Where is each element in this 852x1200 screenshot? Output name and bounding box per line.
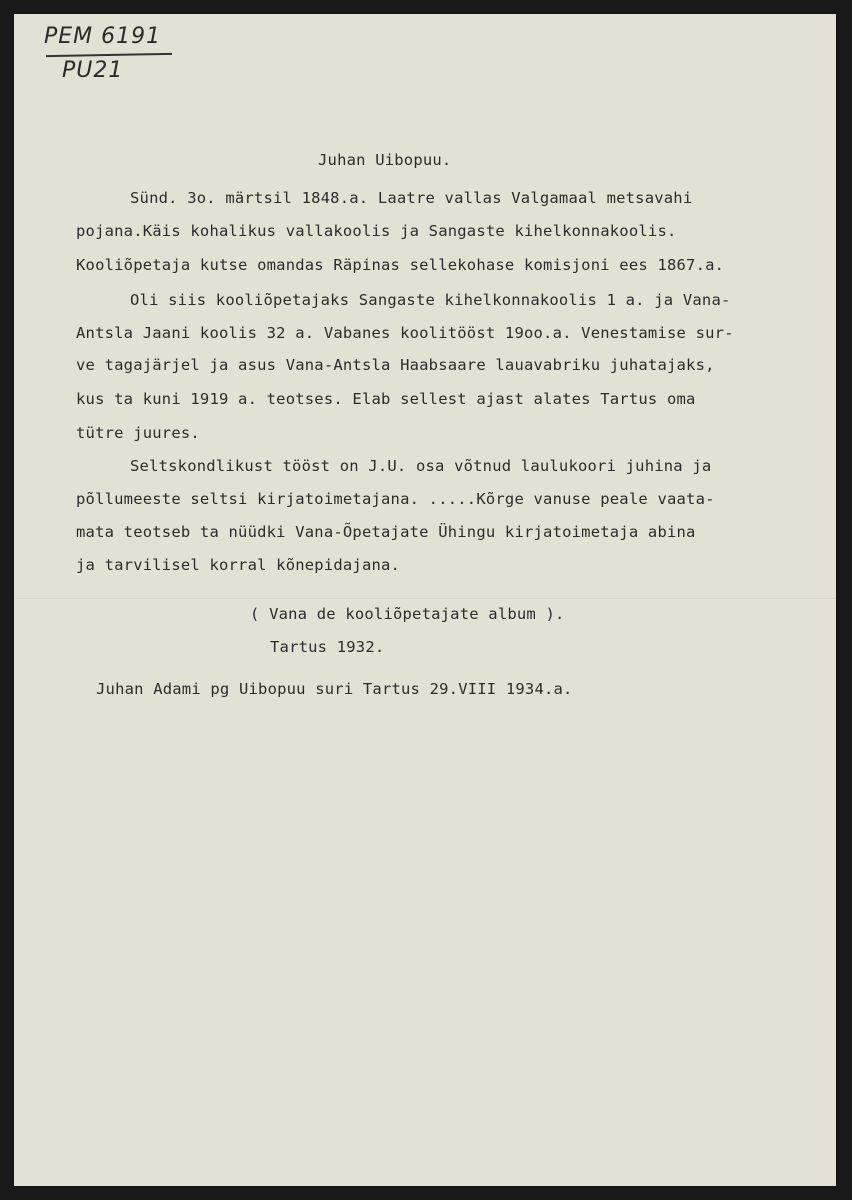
text-line: Sünd. 3o. märtsil 1848.a. Laatre vallas Valgamaal metsavahi	[130, 189, 693, 207]
text-line: ve tagajärjel ja asus Vana-Antsla Haabsaare lauavabriku juhatajaks,	[76, 356, 715, 374]
archive-code: PEM 6191	[44, 24, 162, 49]
source-citation: ( Vana de kooliõpetajate album ).	[250, 605, 565, 623]
paper-fold	[14, 598, 836, 600]
text-line: mata teotseb ta nüüdki Vana-Õpetajate Ühingu kirjatoimetaja abina	[76, 523, 696, 541]
text-line: Seltskondlikust tööst on J.U. osa võtnud laulukoori juhina ja	[130, 457, 712, 475]
text-line: Oli siis kooliõpetajaks Sangaste kihelkonnakoolis 1 a. ja Vana-	[130, 291, 731, 309]
text-line: pojana.Käis kohalikus vallakoolis ja Sangaste kihelkonnakoolis.	[76, 222, 677, 240]
text-line: kus ta kuni 1919 a. teotses. Elab sellest ajast alates Tartus oma	[76, 390, 696, 408]
text-line: põllumeeste seltsi kirjatoimetajana. .....Kõrge vanuse peale vaata-	[76, 490, 715, 508]
archive-subcode: PU21	[62, 58, 124, 83]
text-line: tütre juures.	[76, 424, 200, 442]
text-line: Antsla Jaani koolis 32 a. Vabanes koolitööst 19oo.a. Venestamise sur-	[76, 324, 734, 342]
death-note: Juhan Adami pg Uibopuu suri Tartus 29.VIII 1934.a.	[96, 680, 573, 698]
place-year: Tartus 1932.	[270, 638, 385, 656]
document-title: Juhan Uibopuu.	[318, 151, 452, 169]
text-line: Kooliõpetaja kutse omandas Räpinas sellekohase komisjoni ees 1867.a.	[76, 256, 725, 274]
text-line: ja tarvilisel korral kõnepidajana.	[76, 556, 401, 574]
